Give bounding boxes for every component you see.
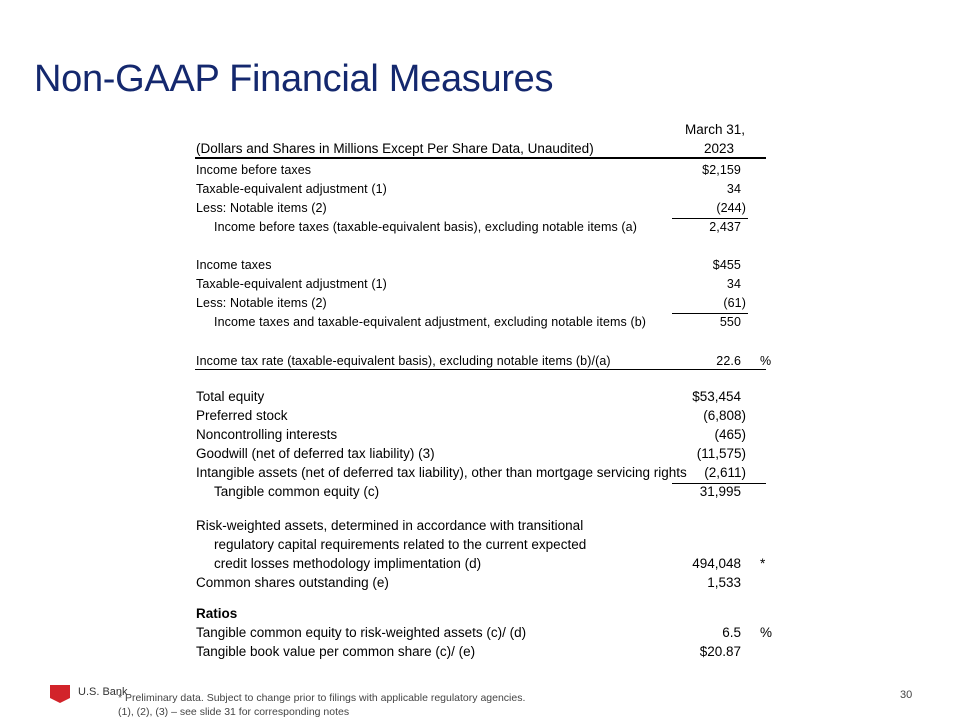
row-label: Total equity [196, 389, 265, 404]
row-label: Income taxes and taxable-equivalent adjustment, excluding notable items (b) [214, 315, 647, 329]
subtotal-rule [672, 218, 748, 219]
row-label: Preferred stock [196, 408, 288, 423]
row-label: Income before taxes [196, 163, 312, 177]
row-label: Less: Notable items (2) [196, 296, 327, 310]
row-value: (244) [716, 201, 746, 215]
row-value: (2,611) [704, 465, 746, 480]
row-value: 550 [719, 315, 741, 329]
row-label: Income before taxes (taxable-equivalent basis), excluding notable items (a) [214, 220, 637, 234]
row-label: Noncontrolling interests [196, 427, 338, 442]
table-row [196, 406, 776, 425]
row-value: (6,808) [703, 408, 746, 423]
row-value: 6.5 [722, 625, 741, 640]
row-label: Tangible common equity (c) [214, 484, 380, 499]
row-value: 494,048 [692, 556, 741, 571]
table-row [196, 554, 776, 573]
row-value: (11,575) [696, 446, 746, 461]
table-row [196, 623, 776, 642]
table-row [196, 256, 776, 275]
row-value: $20.87 [699, 644, 741, 659]
us-bank-shield-logo [50, 685, 70, 698]
row-value: $2,159 [702, 163, 741, 177]
column-header-date-line2: 2023 [704, 141, 735, 156]
footnote-references: (1), (2), (3) – see slide 31 for corresponding notes [118, 706, 350, 718]
table-row [196, 444, 776, 463]
section-heading: Ratios [196, 606, 238, 621]
table-row [196, 387, 776, 406]
value-suffix: % [760, 354, 772, 368]
table-row [196, 275, 776, 294]
table-row [196, 604, 776, 623]
row-value: 22.6 [716, 354, 741, 368]
row-label: regulatory capital requirements related to the current expected [214, 537, 587, 552]
row-label: Tangible book value per common share (c)/ (e) [196, 644, 476, 659]
section-rule [195, 369, 766, 370]
footnote-preliminary: * Preliminary data. Subject to change prior to filings with applicable regulatory agencies. [118, 692, 526, 704]
value-suffix: % [760, 625, 773, 640]
table-row [196, 573, 776, 592]
table-row [196, 425, 776, 444]
row-label: Less: Notable items (2) [196, 201, 327, 215]
table-row [196, 642, 776, 661]
row-label: Tangible common equity to risk-weighted assets (c)/ (d) [196, 625, 527, 640]
table-row [196, 161, 776, 180]
row-label: Risk-weighted assets, determined in accordance with transitional [196, 518, 584, 533]
row-value: (61) [723, 296, 746, 310]
page-title: Non-GAAP Financial Measures [34, 58, 554, 100]
table-row [196, 463, 776, 482]
row-value: 1,533 [707, 575, 741, 590]
row-label: Goodwill (net of deferred tax liability) (3) [196, 446, 435, 461]
value-suffix: * [760, 556, 766, 571]
row-value: 34 [726, 277, 741, 291]
table-row [196, 180, 776, 199]
brand-name: U.S. Bank [78, 686, 128, 698]
row-value: 34 [726, 182, 741, 196]
table-row [196, 294, 776, 313]
row-label: Income taxes [196, 258, 272, 272]
row-label: Taxable-equivalent adjustment (1) [196, 277, 387, 291]
row-value: 2,437 [709, 220, 741, 234]
table-row [196, 199, 776, 218]
row-label: Common shares outstanding (e) [196, 575, 389, 590]
row-label: credit losses methodology implimentation (d) [214, 556, 482, 571]
row-label: Intangible assets (net of deferred tax liability), other than mortgage servicing rights [196, 465, 687, 480]
units-header: (Dollars and Shares in Millions Except Per Share Data, Unaudited) [196, 141, 594, 156]
table-row [196, 482, 776, 501]
table-row [196, 313, 776, 332]
table-row [196, 218, 776, 237]
table-row [196, 535, 776, 554]
subtotal-rule [672, 483, 766, 484]
page-number: 30 [900, 689, 913, 701]
row-value: $53,454 [692, 389, 741, 404]
row-value: $455 [712, 258, 741, 272]
row-label: Income tax rate (taxable-equivalent basis), excluding notable items (b)/(a) [196, 354, 611, 368]
row-value: (465) [714, 427, 746, 442]
subtotal-rule [672, 313, 748, 314]
row-label: Taxable-equivalent adjustment (1) [196, 182, 387, 196]
row-value: 31,995 [699, 484, 741, 499]
column-header-date-line1: March 31, [685, 122, 746, 137]
table-row [196, 516, 776, 535]
header-rule [195, 157, 766, 159]
